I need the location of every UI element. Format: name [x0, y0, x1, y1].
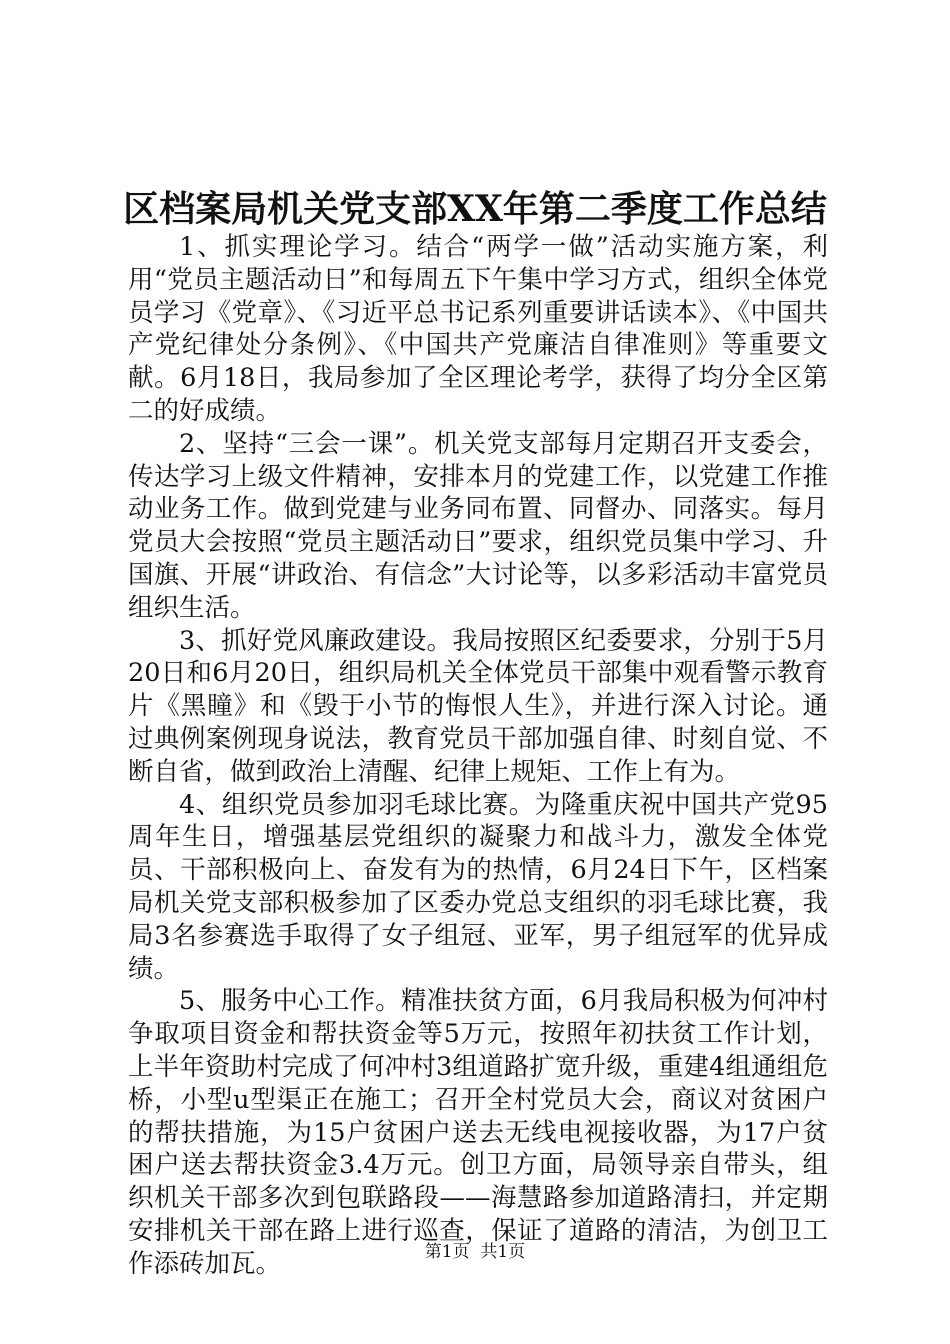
page-number: 第1页 [424, 1242, 470, 1262]
paragraph-4: 4、组织党员参加羽毛球比赛。为隆重庆祝中国共产党95周年生日，增强基层党组织的凝聚力和战斗力，激发全体党员、干部积极向上、奋发有为的热情，6月24日下午，区档案局机关党支部积极参加了区委办党总支组织的羽毛球比赛，我局3名参赛选手取得了女子组冠、亚军，男子组冠军的优异成绩。 [128, 789, 828, 984]
document-title: 区档案局机关党支部XX年第二季度工作总结 [123, 188, 827, 230]
paragraph-2: 2、坚持“三会一课”。机关党支部每月定期召开支委会，传达学习上级文件精神，安排本月的党建工作，以党建工作推动业务工作。做到党建与业务同布置、同督办、同落实。每月党员大会按照“党员主题活动日”要求，组织党员集中学习、升国旗、开展“讲政治、有信念”大讨论等，以多彩活动丰富党员组织生活。 [128, 428, 828, 623]
document-body [128, 231, 828, 1281]
page-footer [0, 1240, 950, 1264]
page-total: 共1页 [480, 1242, 526, 1262]
paragraph-1: 1、抓实理论学习。结合“两学一做”活动实施方案，利用“党员主题活动日”和每周五下午集中学习方式，组织全体党员学习《党章》、《习近平总书记系列重要讲话读本》、《中国共产党纪律处分条例》、《中国共产党廉洁自律准则》等重要文献。6月18日，我局参加了全区理论考学，获得了均分全区第二的好成绩。 [128, 232, 828, 426]
paragraph-5: 5、服务中心工作。精准扶贫方面，6月我局积极为何冲村争取项目资金和帮扶资金等5万元，按照年初扶贫工作计划，上半年资助村完成了何冲村3组道路扩宽升级，重建4组通组危桥，小型u型渠正在施工；召开全村党员大会，商议对贫困户的帮扶措施，为15户贫困户送去无线电视接收器，为17户贫困户送去帮扶资金3.4万元。创卫方面，局领导亲自带头，组织机关干部多次到包联路段——海慧路参加道路清扫，并定期安排机关干部在路上进行巡查，保证了道路的清洁，为创卫工作添砖加瓦。 [128, 986, 828, 1279]
paragraph-3: 3、抓好党风廉政建设。我局按照区纪委要求，分别于5月20日和6月20日，组织局机关全体党员干部集中观看警示教育片《黑瞳》和《毁于小节的悔恨人生》，并进行深入讨论。通过典例案例现身说法，教育党员干部加强自律、时刻自觉、不断自省，做到政治上清醒、纪律上规矩、工作上有为。 [128, 625, 828, 787]
